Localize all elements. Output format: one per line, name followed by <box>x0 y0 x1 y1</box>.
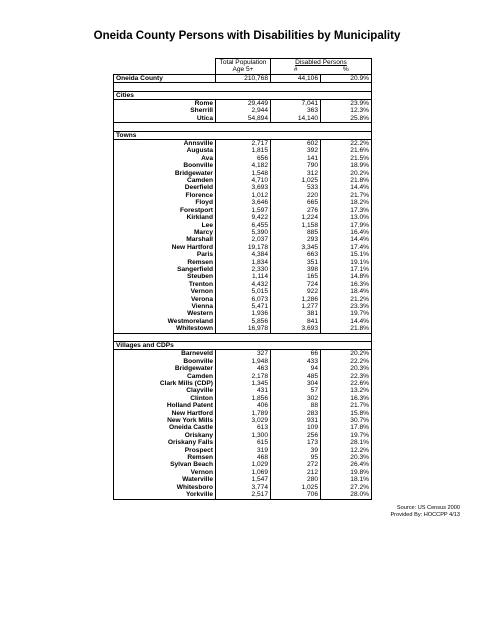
table-row <box>114 170 372 177</box>
municipality-name: Annsville <box>114 140 216 148</box>
page-title: Oneida County Persons with Disabilities by Municipality <box>93 30 401 42</box>
table-row <box>114 310 372 317</box>
disabled-count-cell: 109 <box>271 424 321 431</box>
population-cell: 2,037 <box>216 236 271 243</box>
disabled-pct-cell: 19.8% <box>321 469 372 476</box>
table-row <box>114 115 372 123</box>
table-row <box>114 439 372 446</box>
disabled-count-cell: 381 <box>271 310 321 317</box>
disabled-count-cell: 7,041 <box>271 100 321 108</box>
municipality-name: Utica <box>114 115 216 123</box>
population-cell: 6,073 <box>216 296 271 303</box>
provided-note: Provided By: HOCCPP 4/13 <box>390 511 460 518</box>
disabled-count-cell: 276 <box>271 207 321 214</box>
table-row <box>114 184 372 191</box>
table-row <box>114 365 372 372</box>
disabled-pct-cell: 19.1% <box>321 259 372 266</box>
disabled-count-cell: 1,025 <box>271 177 321 184</box>
disabled-pct-cell: 21.6% <box>321 147 372 154</box>
table-row <box>114 273 372 280</box>
table-row <box>114 251 372 258</box>
municipality-name: Clayville <box>114 387 216 394</box>
population-cell: 468 <box>216 454 271 461</box>
municipality-name: Florence <box>114 192 216 199</box>
disabled-count-cell: 212 <box>271 469 321 476</box>
disabled-count-cell: 665 <box>271 199 321 206</box>
disabled-count-cell: 66 <box>271 350 321 358</box>
spacer-cell <box>321 83 372 91</box>
table-row <box>114 491 372 499</box>
table-row <box>114 222 372 229</box>
population-cell: 1,597 <box>216 207 271 214</box>
population-cell: 5,015 <box>216 288 271 295</box>
population-cell: 1,548 <box>216 170 271 177</box>
population-cell: 1,345 <box>216 380 271 387</box>
population-cell: 9,422 <box>216 214 271 221</box>
disabled-pct-cell: 18.4% <box>321 288 372 295</box>
table-row <box>114 380 372 387</box>
county-total-row <box>114 74 372 82</box>
disabled-count-cell: 1,025 <box>271 484 321 491</box>
population-cell: 1,815 <box>216 147 271 154</box>
population-cell: 2,944 <box>216 107 271 114</box>
table-row <box>114 207 372 214</box>
disabled-count-cell: 392 <box>271 147 321 154</box>
source-note: Source: US Census 2000 <box>396 505 460 511</box>
spacer-cell <box>321 333 372 341</box>
disabled-pct-cell: 13.2% <box>321 387 372 394</box>
table-row <box>114 402 372 409</box>
municipality-name: Western <box>114 310 216 317</box>
header-row-2 <box>114 66 372 74</box>
municipality-name: Sangerfield <box>114 266 216 273</box>
municipality-name: Whitesboro <box>114 484 216 491</box>
population-cell: 2,717 <box>216 140 271 148</box>
disabled-count-cell: 922 <box>271 288 321 295</box>
population-cell: 4,182 <box>216 162 271 169</box>
population-cell: 1,948 <box>216 358 271 365</box>
municipality-name: New York Mills <box>114 417 216 424</box>
spacer-cell <box>216 83 271 91</box>
section-label: Cities <box>114 91 372 99</box>
population-cell: 1,547 <box>216 476 271 483</box>
population-cell: 1,069 <box>216 469 271 476</box>
population-cell: 3,774 <box>216 484 271 491</box>
table-row <box>114 266 372 273</box>
header-disabled-persons: Disabled Persons <box>271 59 372 67</box>
municipality-name: Westmoreland <box>114 318 216 325</box>
section-label: Towns <box>114 131 372 139</box>
disabled-pct-cell: 18.9% <box>321 162 372 169</box>
disabled-pct-cell: 13.0% <box>321 214 372 221</box>
spacer-row <box>114 83 372 91</box>
header-pct: % <box>321 66 372 74</box>
disabled-pct-cell: 20.3% <box>321 365 372 372</box>
section-label: Villages and CDPs <box>114 341 372 349</box>
disabled-count-cell: 14,140 <box>271 115 321 123</box>
population-cell: 1,029 <box>216 461 271 468</box>
table-row <box>114 140 372 148</box>
population-cell: 431 <box>216 387 271 394</box>
disabled-count-cell: 1,277 <box>271 303 321 310</box>
disabled-count-cell: 790 <box>271 162 321 169</box>
table-row <box>114 259 372 266</box>
table-row <box>114 192 372 199</box>
table-row <box>114 358 372 365</box>
section-header <box>114 91 372 99</box>
disability-table <box>113 58 372 500</box>
municipality-name: Kirkland <box>114 214 216 221</box>
municipality-name: Camden <box>114 373 216 380</box>
disabled-count-cell: 663 <box>271 251 321 258</box>
municipality-name: Waterville <box>114 476 216 483</box>
table-row <box>114 417 372 424</box>
disabled-count-cell: 706 <box>271 491 321 499</box>
disabled-count-cell: 141 <box>271 155 321 162</box>
table-row <box>114 303 372 310</box>
municipality-name: Steuben <box>114 273 216 280</box>
population-cell: 1,856 <box>216 395 271 402</box>
table-row <box>114 147 372 154</box>
municipality-name: Remsen <box>114 259 216 266</box>
municipality-name: Holland Patent <box>114 402 216 409</box>
disabled-pct-cell: 21.7% <box>321 402 372 409</box>
spacer-cell <box>271 333 321 341</box>
disabled-count-cell: 220 <box>271 192 321 199</box>
population-cell: 319 <box>216 447 271 454</box>
table-row <box>114 410 372 417</box>
disabled-count-cell: 94 <box>271 365 321 372</box>
disabled-count-cell: 95 <box>271 454 321 461</box>
spacer-cell <box>216 123 271 131</box>
disabled-count-cell: 351 <box>271 259 321 266</box>
spacer-cell <box>114 123 216 131</box>
disabled-count-cell: 173 <box>271 439 321 446</box>
disabled-count-cell: 272 <box>271 461 321 468</box>
disabled-pct-cell: 23.3% <box>321 303 372 310</box>
disabled-count-cell: 293 <box>271 236 321 243</box>
disabled-count-cell: 57 <box>271 387 321 394</box>
table-row <box>114 318 372 325</box>
disabled-count-cell: 1,224 <box>271 214 321 221</box>
population-cell: 5,471 <box>216 303 271 310</box>
disabled-count-cell: 304 <box>271 380 321 387</box>
disabled-count-cell: 885 <box>271 229 321 236</box>
municipality-name: New Hartford <box>114 410 216 417</box>
disabled-count-cell: 280 <box>271 476 321 483</box>
disabled-pct-cell: 26.4% <box>321 461 372 468</box>
disabled-count-cell: 3,693 <box>271 325 321 333</box>
population-cell: 1,936 <box>216 310 271 317</box>
disabled-pct-cell: 23.9% <box>321 100 372 108</box>
municipality-name: Marshall <box>114 236 216 243</box>
municipality-name: Boonville <box>114 162 216 169</box>
table-row <box>114 476 372 483</box>
population-cell: 2,178 <box>216 373 271 380</box>
municipality-name: Bridgewater <box>114 365 216 372</box>
disabled-pct-cell: 20.3% <box>321 454 372 461</box>
disabled-pct-cell: 21.2% <box>321 296 372 303</box>
population-cell: 16,978 <box>216 325 271 333</box>
population-cell: 2,330 <box>216 266 271 273</box>
municipality-name: Trenton <box>114 281 216 288</box>
population-cell: 6,455 <box>216 222 271 229</box>
spacer-cell <box>271 123 321 131</box>
disabled-count-cell: 312 <box>271 170 321 177</box>
municipality-name: Prospect <box>114 447 216 454</box>
disabled-pct-cell: 17.8% <box>321 424 372 431</box>
disabled-pct-cell: 15.1% <box>321 251 372 258</box>
table-row <box>114 373 372 380</box>
disabled-pct-cell: 22.6% <box>321 380 372 387</box>
municipality-name: Sherrill <box>114 107 216 114</box>
table-row <box>114 461 372 468</box>
municipality-name: Clinton <box>114 395 216 402</box>
disabled-pct-cell: 17.3% <box>321 207 372 214</box>
municipality-name: Oriskany Falls <box>114 439 216 446</box>
section-header <box>114 341 372 349</box>
table-row <box>114 244 372 251</box>
municipality-name: Forestport <box>114 207 216 214</box>
population-cell: 613 <box>216 424 271 431</box>
table-row <box>114 199 372 206</box>
municipality-name: Marcy <box>114 229 216 236</box>
disabled-pct-cell: 21.8% <box>321 325 372 333</box>
population-cell: 3,646 <box>216 199 271 206</box>
spacer-cell <box>321 123 372 131</box>
table-row <box>114 447 372 454</box>
population-cell: 1,789 <box>216 410 271 417</box>
disabled-pct-cell: 19.7% <box>321 432 372 439</box>
disabled-count-cell: 283 <box>271 410 321 417</box>
table-row <box>114 107 372 114</box>
disabled-pct-cell: 12.2% <box>321 447 372 454</box>
municipality-name: Clark Mills (CDP) <box>114 380 216 387</box>
table-row <box>114 177 372 184</box>
table-body <box>114 59 372 500</box>
disabled-pct-cell: 17.4% <box>321 244 372 251</box>
disabled-pct-cell: 22.2% <box>321 358 372 365</box>
table-row <box>114 236 372 243</box>
disabled-count-cell: 1,286 <box>271 296 321 303</box>
municipality-name: Remsen <box>114 454 216 461</box>
disabled-count-cell: 485 <box>271 373 321 380</box>
disabled-count-cell: 3,345 <box>271 244 321 251</box>
table-row <box>114 469 372 476</box>
disabled-pct-cell: 28.1% <box>321 439 372 446</box>
disabled-pct-cell: 21.8% <box>321 177 372 184</box>
disabled-pct-cell: 25.8% <box>321 115 372 123</box>
disabled-count-cell: 602 <box>271 140 321 148</box>
table-row <box>114 424 372 431</box>
population-cell: 463 <box>216 365 271 372</box>
spacer-row <box>114 123 372 131</box>
section-header <box>114 131 372 139</box>
municipality-name: Camden <box>114 177 216 184</box>
disabled-count-cell: 841 <box>271 318 321 325</box>
population-cell: 1,834 <box>216 259 271 266</box>
municipality-name: Yorkville <box>114 491 216 499</box>
table-row <box>114 387 372 394</box>
table-row <box>114 155 372 162</box>
disabled-pct-cell: 15.8% <box>321 410 372 417</box>
table-row <box>114 432 372 439</box>
municipality-name: Ava <box>114 155 216 162</box>
disabled-pct-cell: 14.4% <box>321 318 372 325</box>
spacer-row <box>114 333 372 341</box>
population-cell: 19,178 <box>216 244 271 251</box>
header-age: Age 5+ <box>216 66 271 74</box>
disabled-pct-cell: 16.3% <box>321 395 372 402</box>
disabled-count-cell: 931 <box>271 417 321 424</box>
population-cell: 5,390 <box>216 229 271 236</box>
municipality-name: Floyd <box>114 199 216 206</box>
disabled-count-cell: 165 <box>271 273 321 280</box>
population-cell: 3,029 <box>216 417 271 424</box>
population-cell: 615 <box>216 439 271 446</box>
disabled-pct-cell: 18.1% <box>321 476 372 483</box>
disabled-count-cell: 302 <box>271 395 321 402</box>
header-row-1 <box>114 59 372 67</box>
municipality-name: Paris <box>114 251 216 258</box>
population-cell: 4,432 <box>216 281 271 288</box>
spacer-cell <box>216 333 271 341</box>
table-row <box>114 162 372 169</box>
county-pop: 210,768 <box>216 74 271 82</box>
disabled-count-cell: 256 <box>271 432 321 439</box>
population-cell: 5,856 <box>216 318 271 325</box>
population-cell: 54,894 <box>216 115 271 123</box>
table-row <box>114 296 372 303</box>
table-row <box>114 325 372 333</box>
municipality-name: Vernon <box>114 288 216 295</box>
disabled-pct-cell: 21.7% <box>321 192 372 199</box>
population-cell: 656 <box>216 155 271 162</box>
municipality-name: Verona <box>114 296 216 303</box>
municipality-name: Oriskany <box>114 432 216 439</box>
municipality-name: Oneida Castle <box>114 424 216 431</box>
disabled-pct-cell: 17.9% <box>321 222 372 229</box>
disabled-count-cell: 533 <box>271 184 321 191</box>
disabled-pct-cell: 12.3% <box>321 107 372 114</box>
disabled-pct-cell: 20.2% <box>321 170 372 177</box>
header-num: # <box>271 66 321 74</box>
disabled-count-cell: 433 <box>271 358 321 365</box>
municipality-name: Vernon <box>114 469 216 476</box>
table-row <box>114 454 372 461</box>
county-num: 44,106 <box>271 74 321 82</box>
disabled-pct-cell: 14.4% <box>321 184 372 191</box>
table-row <box>114 288 372 295</box>
footer <box>260 505 460 518</box>
disabled-pct-cell: 19.7% <box>321 310 372 317</box>
table-row <box>114 229 372 236</box>
table-row <box>114 484 372 491</box>
disabled-pct-cell: 14.8% <box>321 273 372 280</box>
municipality-name: Barneveld <box>114 350 216 358</box>
disabled-pct-cell: 17.1% <box>321 266 372 273</box>
population-cell: 1,012 <box>216 192 271 199</box>
disabled-pct-cell: 20.2% <box>321 350 372 358</box>
spacer-cell <box>271 83 321 91</box>
header-total-population: Total Population <box>216 59 271 67</box>
disabled-count-cell: 398 <box>271 266 321 273</box>
spacer-cell <box>114 83 216 91</box>
population-cell: 4,384 <box>216 251 271 258</box>
disabled-pct-cell: 16.3% <box>321 281 372 288</box>
disabled-pct-cell: 22.2% <box>321 140 372 148</box>
municipality-name: Vienna <box>114 303 216 310</box>
population-cell: 3,693 <box>216 184 271 191</box>
municipality-name: Augusta <box>114 147 216 154</box>
municipality-name: Boonville <box>114 358 216 365</box>
table-row <box>114 214 372 221</box>
disabled-pct-cell: 28.0% <box>321 491 372 499</box>
disabled-count-cell: 39 <box>271 447 321 454</box>
table-row <box>114 350 372 358</box>
population-cell: 29,449 <box>216 100 271 108</box>
municipality-name: Bridgewater <box>114 170 216 177</box>
table-row <box>114 281 372 288</box>
municipality-name: New Hartford <box>114 244 216 251</box>
county-name: Oneida County <box>114 74 216 82</box>
disabled-count-cell: 363 <box>271 107 321 114</box>
population-cell: 2,517 <box>216 491 271 499</box>
municipality-name: Rome <box>114 100 216 108</box>
county-pct: 20.9% <box>321 74 372 82</box>
disabled-pct-cell: 18.2% <box>321 199 372 206</box>
disabled-pct-cell: 22.3% <box>321 373 372 380</box>
table-row <box>114 100 372 108</box>
disabled-pct-cell: 21.5% <box>321 155 372 162</box>
population-cell: 406 <box>216 402 271 409</box>
disabled-pct-cell: 30.7% <box>321 417 372 424</box>
disabled-count-cell: 724 <box>271 281 321 288</box>
table-row <box>114 395 372 402</box>
municipality-name: Sylvan Beach <box>114 461 216 468</box>
disabled-count-cell: 1,158 <box>271 222 321 229</box>
municipality-name: Lee <box>114 222 216 229</box>
disabled-pct-cell: 16.4% <box>321 229 372 236</box>
population-cell: 327 <box>216 350 271 358</box>
disabled-pct-cell: 27.2% <box>321 484 372 491</box>
spacer-cell <box>114 333 216 341</box>
population-cell: 1,300 <box>216 432 271 439</box>
population-cell: 1,114 <box>216 273 271 280</box>
municipality-name: Deerfield <box>114 184 216 191</box>
disabled-pct-cell: 14.4% <box>321 236 372 243</box>
population-cell: 4,710 <box>216 177 271 184</box>
municipality-name: Whitestown <box>114 325 216 333</box>
disabled-count-cell: 88 <box>271 402 321 409</box>
